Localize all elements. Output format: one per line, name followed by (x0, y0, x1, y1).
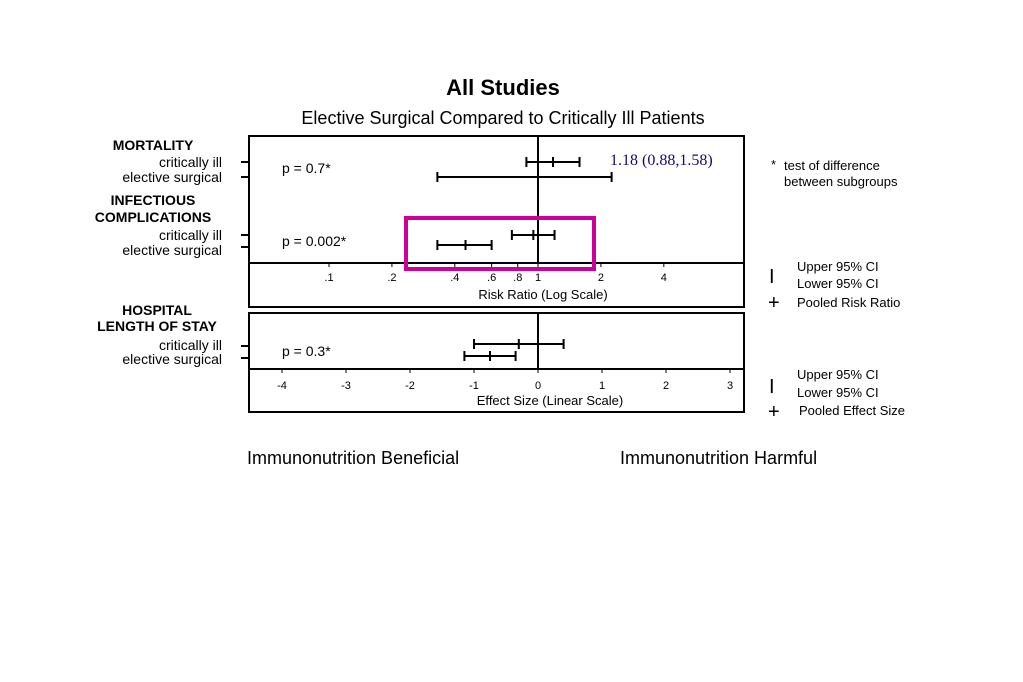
x-tick-label: -2 (405, 380, 415, 392)
note-line-1: test of difference (784, 158, 880, 173)
legend-upper-ci-effect-size: Upper 95% CI (797, 367, 879, 382)
x-tick-label: .6 (487, 272, 497, 284)
p-value-hospital-length-of-stay: p = 0.3* (282, 343, 331, 359)
x-tick-label: .4 (450, 272, 460, 284)
subgroup-label-infectious-elective-surgical: elective surgical (122, 242, 222, 258)
x-tick-label: 3 (726, 380, 734, 392)
outcome-label-infectious-line1: INFECTIOUS (110, 192, 196, 208)
x-tick-label: -4 (277, 380, 287, 392)
note-asterisk: * (771, 157, 777, 172)
highlight-box-infectious-complications (406, 218, 594, 269)
x-axis-label-risk-ratio: Risk Ratio (Log Scale) (478, 287, 608, 302)
subgroup-label-mortality-critically-ill: critically ill (159, 154, 222, 170)
x-tick-label: 0 (534, 380, 542, 392)
outcome-label-hospital-line1: HOSPITAL (122, 302, 192, 318)
subgroup-label-infectious-critically-ill: critically ill (159, 227, 222, 243)
pooled-legend-icon-effect-size: + (768, 401, 780, 423)
p-value-mortality: p = 0.7* (282, 160, 331, 176)
legend-pooled-risk-ratio: Pooled Risk Ratio (797, 295, 901, 310)
x-tick-label: -3 (341, 380, 351, 392)
chart-title: All Studies (446, 75, 560, 100)
p-value-infectious-complications: p = 0.002* (282, 233, 347, 249)
footer-beneficial: Immunonutrition Beneficial (247, 448, 460, 468)
subgroup-label-mortality-elective-surgical: elective surgical (122, 169, 222, 185)
x-tick-label: 1 (598, 380, 606, 392)
legend-upper-ci-risk-ratio: Upper 95% CI (797, 259, 879, 274)
x-tick-label: 2 (597, 272, 604, 284)
ci-legend-icon-risk-ratio: I (769, 266, 775, 288)
x-tick-label: 1 (534, 272, 542, 284)
subgroup-label-los-critically-ill: critically ill (159, 337, 222, 353)
outcome-label-hospital-line2: LENGTH OF STAY (97, 318, 217, 334)
x-tick-label: .1 (324, 272, 334, 284)
legend-lower-ci-effect-size: Lower 95% CI (797, 385, 879, 400)
x-axis-label-effect-size: Effect Size (Linear Scale) (476, 393, 624, 408)
outcome-label-infectious-line2: COMPLICATIONS (94, 209, 212, 225)
annotation-mortality-critically-ill: 1.18 (0.88,1.58) (610, 152, 713, 169)
subgroup-label-los-elective-surgical: elective surgical (122, 351, 222, 367)
legend-pooled-effect-size: Pooled Effect Size (799, 403, 905, 418)
chart-subtitle: Elective Surgical Compared to Critically Ill Patients (301, 108, 705, 128)
footer-harmful: Immunonutrition Harmful (620, 448, 818, 468)
x-tick-label: 4 (660, 272, 667, 284)
x-tick-label: 2 (662, 380, 670, 392)
x-tick-label: .8 (513, 272, 523, 284)
x-tick-label: -1 (469, 380, 479, 392)
note-line-2: between subgroups (784, 174, 898, 189)
outcome-label-mortality: MORTALITY (112, 137, 194, 153)
legend-lower-ci-risk-ratio: Lower 95% CI (797, 276, 879, 291)
ci-legend-icon-effect-size: I (769, 376, 775, 398)
pooled-legend-icon-risk-ratio: + (768, 292, 780, 314)
x-tick-label: .2 (387, 272, 397, 284)
